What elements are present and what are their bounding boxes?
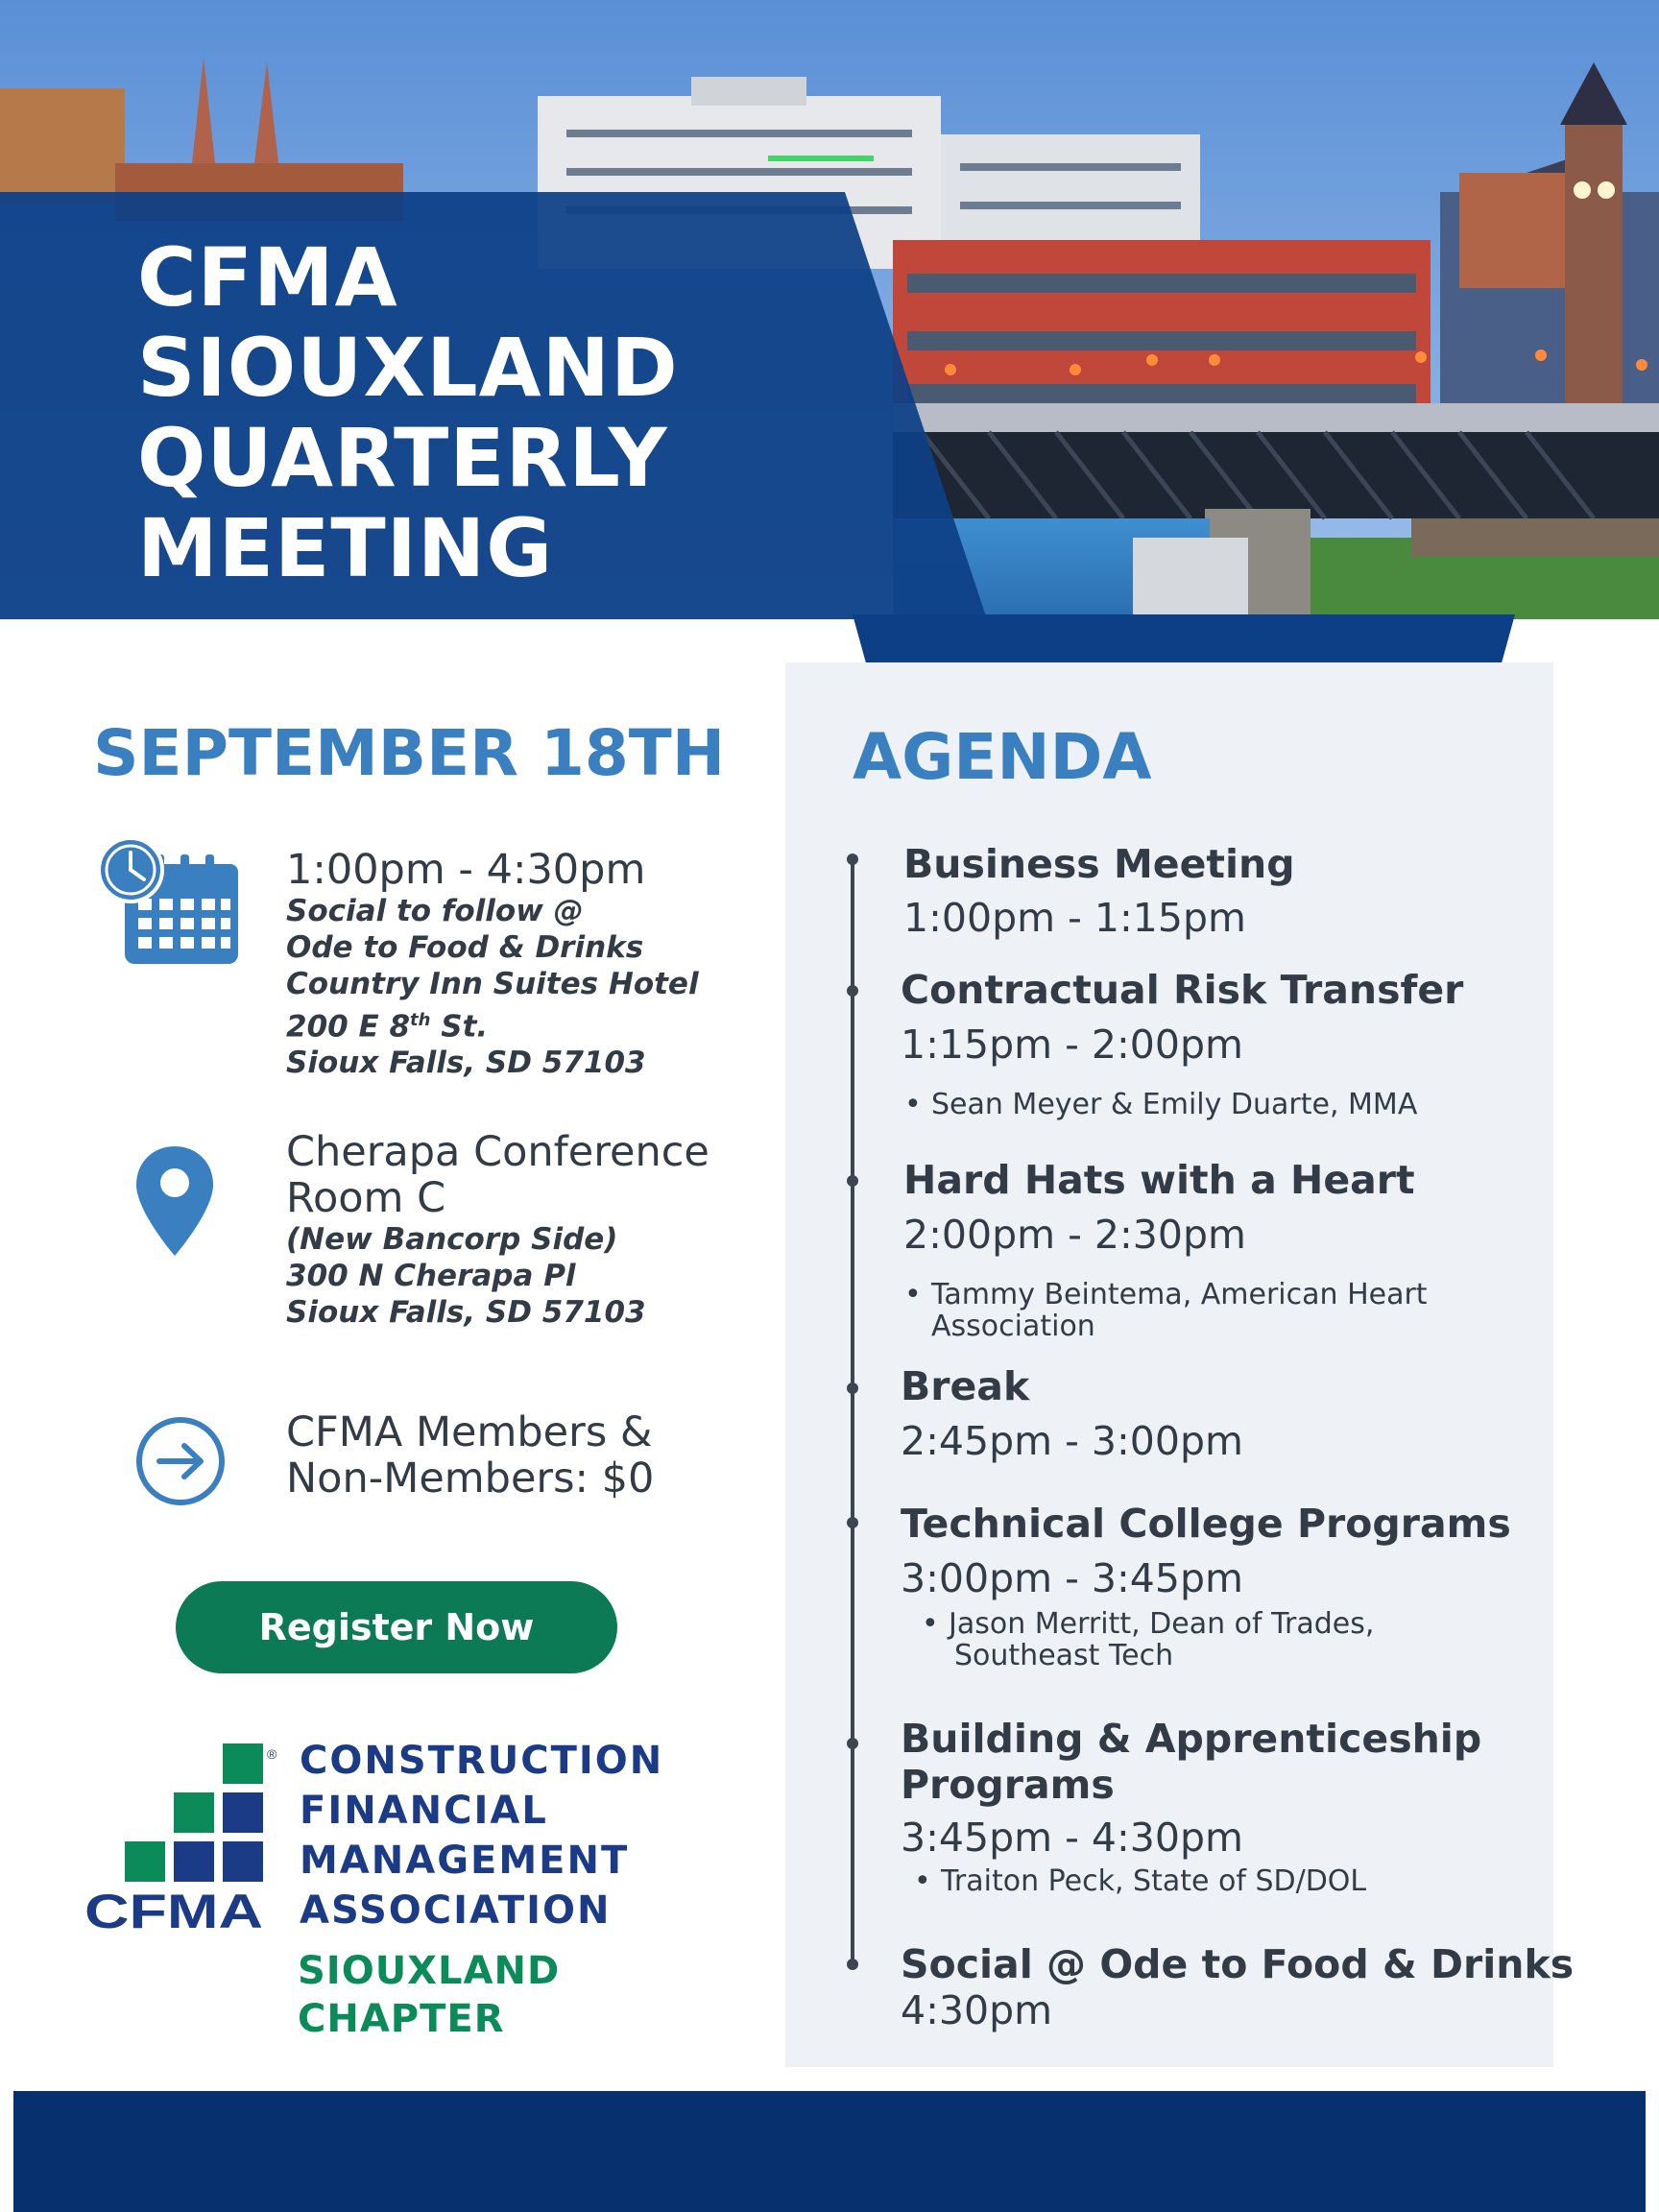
hero-title-line: MEETING [137,501,554,595]
agenda-item-title: Business Meeting [903,841,1295,887]
social-street-suffix: th [410,1010,431,1030]
location-block [286,1129,747,1331]
hero-title-line: QUARTERLY [137,411,668,505]
register-now-button[interactable]: Register Now [176,1581,617,1673]
association-name [300,1736,663,1936]
hero-title [137,232,679,593]
agenda-item-time: 1:00pm - 1:15pm [903,895,1246,941]
event-time: 1:00pm - 4:30pm [286,846,646,894]
social-street-type: St. [430,1009,489,1045]
chapter-name-line: SIOUXLAND [298,1949,561,1993]
location-name: Cherapa Conference [286,1128,709,1176]
social-line: Country Inn Suites Hotel [286,967,699,1001]
agenda-item-speaker-line: • Jason Merritt, Dean of Trades, [949,1607,1375,1641]
agenda-timeline [851,857,854,1966]
hero-banner [0,0,1659,619]
cfma-logo-letters: CFMA [84,1885,263,1932]
social-street-number: 200 E 8 [286,1009,411,1045]
event-date: SEPTEMBER 18TH [93,716,726,790]
registered-mark: ® [267,1746,277,1762]
agenda-item-title: Break [901,1363,1030,1409]
agenda-item-time: 3:00pm - 3:45pm [901,1555,1243,1601]
agenda-item-time: 2:45pm - 3:00pm [901,1418,1243,1464]
agenda-item-title [901,1716,1481,1808]
location-detail: 300 N Cherapa Pl [286,1259,576,1293]
agenda-item-title: Contractual Risk Transfer [901,967,1464,1013]
social-street [286,1002,747,1045]
chapter-name [298,1947,560,2043]
timeline-dot [847,1738,858,1749]
location-detail: Sioux Falls, SD 57103 [286,1295,646,1330]
agenda-item-speaker-line: • Tammy Beintema, American Heart [931,1278,1428,1311]
agenda-heading: AGENDA [853,720,1152,794]
timeline-dot [847,854,858,865]
calendar-clock-icon [96,835,242,966]
map-pin-icon [134,1144,215,1258]
footer-bar [13,2091,1646,2212]
social-city: Sioux Falls, SD 57103 [286,1046,646,1081]
arrow-circle-right-icon [134,1415,227,1507]
social-line: Ode to Food & Drinks [286,930,644,965]
timeline-dot [847,1959,858,1970]
agenda-item-time: 1:15pm - 2:00pm [901,1022,1243,1068]
social-line: Social to follow @ [286,894,584,928]
agenda-item-title: Technical College Programs [901,1501,1511,1547]
agenda-item-title-line: Building & Apprenticeship [901,1716,1482,1762]
timeline-dot [847,985,858,997]
association-name-line: FINANCIAL [300,1789,548,1833]
agenda-item-speaker: • Traiton Peck, State of SD/DOL [912,1865,1366,1897]
association-name-line: MANAGEMENT [300,1839,630,1883]
agenda-item-title: Hard Hats with a Heart [903,1157,1415,1203]
price-line: CFMA Members & [286,1408,653,1456]
location-room: Room C [286,1174,446,1222]
agenda-item-speaker [902,1279,1428,1342]
chapter-name-line: CHAPTER [298,1997,505,2041]
association-name-line: ASSOCIATION [300,1888,612,1933]
hero-title-line: CFMA [137,230,398,325]
agenda-item-time: 4:30pm [901,1987,1053,2033]
agenda-item-time: 2:00pm - 2:30pm [903,1212,1246,1258]
location-detail: (New Bancorp Side) [286,1222,618,1257]
agenda-item-title-line: Programs [901,1762,1115,1808]
agenda-item-speaker-line: Southeast Tech [954,1639,1174,1672]
agenda-item-speaker [920,1608,1374,1671]
event-time-block [286,847,747,1081]
agenda-header-tab [853,614,1515,662]
timeline-dot [847,1382,858,1394]
agenda-item-speaker: • Sean Meyer & Emily Duarte, MMA [902,1089,1417,1120]
timeline-dot [847,1517,858,1528]
price-block [286,1409,747,1502]
association-name-line: CONSTRUCTION [300,1739,664,1783]
hero-title-line: SIOUXLAND [137,321,679,415]
agenda-item-title: Social @ Ode to Food & Drinks [901,1941,1575,1987]
price-line: Non-Members: $0 [286,1455,655,1503]
agenda-item-speaker-line: Association [931,1310,1095,1343]
agenda-item-time: 3:45pm - 4:30pm [901,1815,1243,1861]
timeline-dot [847,1175,858,1187]
cfma-logo-mark [83,1740,284,1932]
